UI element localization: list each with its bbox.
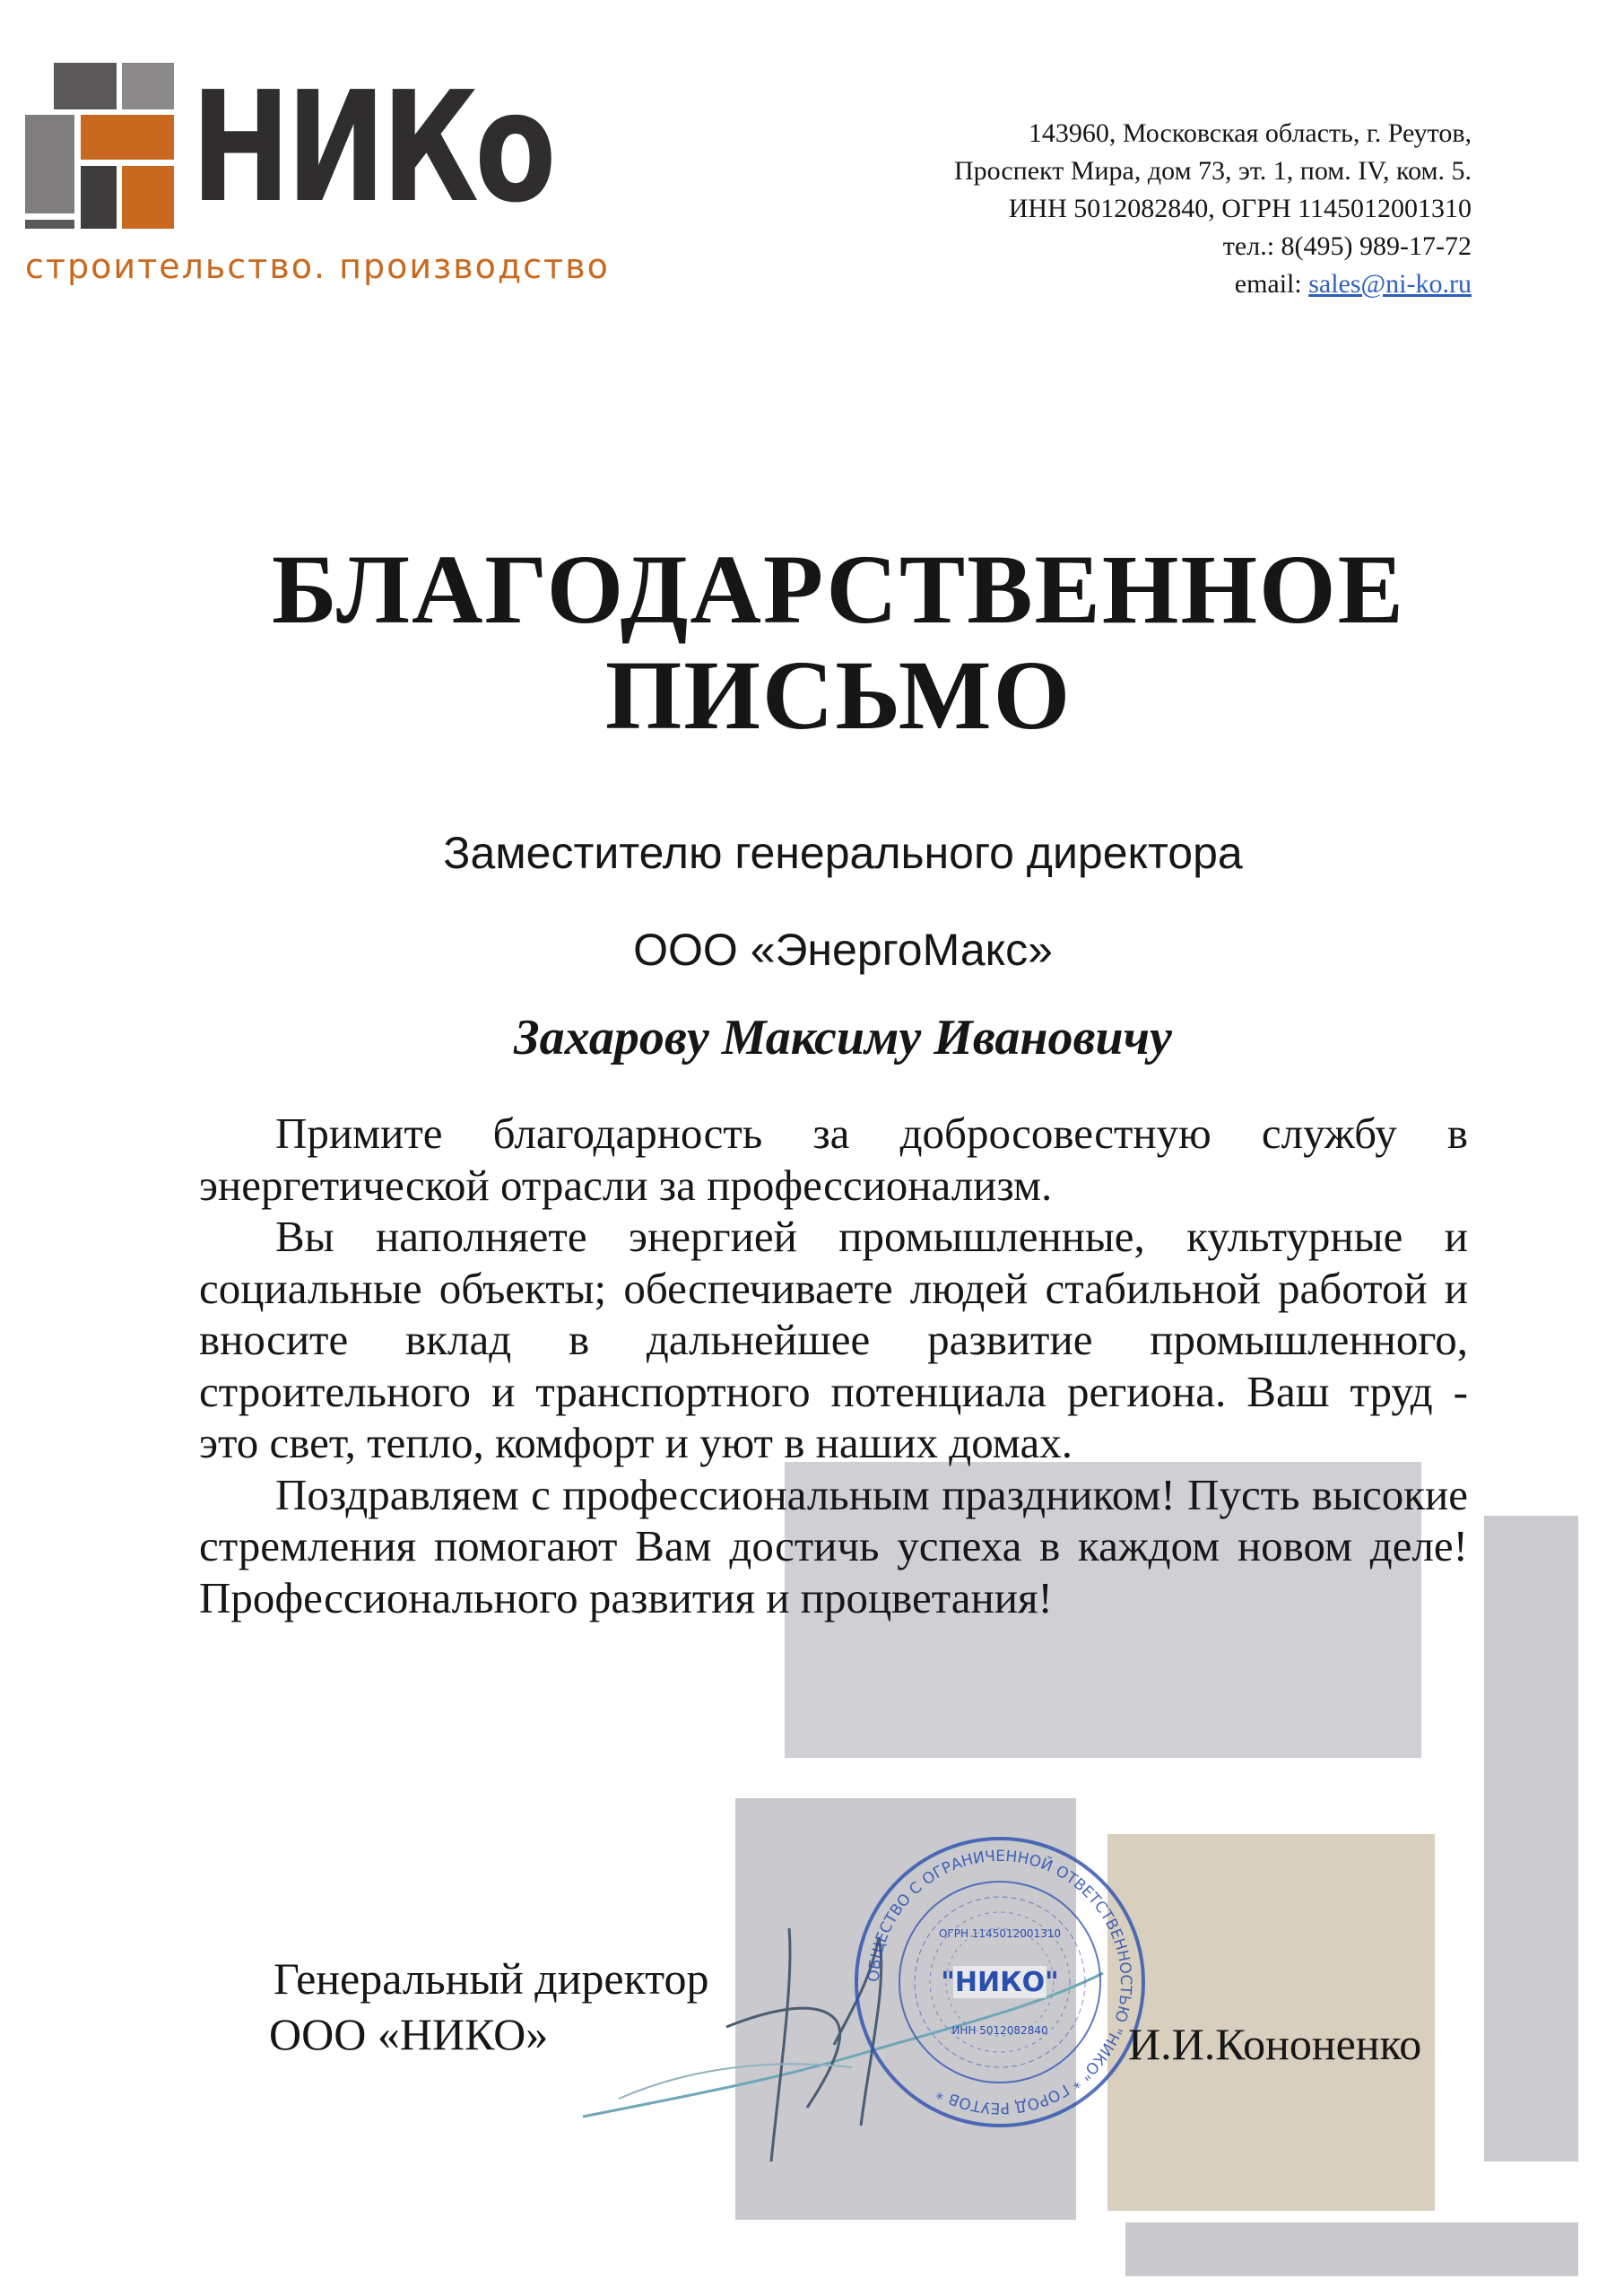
signer-name: И.И.Кононенко bbox=[1128, 2019, 1422, 2069]
company-seal-stamp bbox=[847, 1830, 1152, 2135]
addressee-name: Захарову Максиму Ивановичу bbox=[514, 1010, 1172, 1065]
contact-block bbox=[736, 115, 1472, 303]
body-paragraph-1: Примите благодарность за добросовестную службу в энергетической отрасли за профессионализм. bbox=[199, 1109, 1468, 1210]
title-line-1: БЛАГОДАРСТВЕННОЕ bbox=[272, 535, 1405, 644]
letter-body bbox=[199, 1108, 1468, 1623]
logo-square-7 bbox=[25, 220, 74, 229]
body-paragraph-3: Поздравляем с профессиональным праздником! Пусть высокие стремления помогают Вам достичь успеха в каждом новом деле! Профессионального развития и процветания! bbox=[199, 1469, 1468, 1622]
addressee-company: ООО «ЭнергоМакс» bbox=[633, 925, 1053, 975]
seal-ogrn: ОГРН 1145012001310 bbox=[938, 1927, 1062, 1940]
logo-square-1 bbox=[54, 63, 117, 109]
logo-wordmark: НИКо bbox=[191, 59, 552, 237]
seal-inn: ИНН 5012082840 bbox=[951, 2024, 1048, 2037]
address-line-2: Проспект Мира, дом 73, эт. 1, пом. IV, ком. 5. bbox=[953, 156, 1472, 186]
document-title bbox=[0, 536, 1624, 748]
body-paragraph-2: Вы наполняете энергией промышленные, культурные и социальные объекты; обеспечиваете людей стабильной работой и вносите вклад в дальнейшее развитие промышленного, строительного и транспортного потенциала региона. Ваш труд - это свет, тепло, комфорт и уют в наших домах. bbox=[199, 1212, 1468, 1467]
address-line-1: 143960, Московская область, г. Реутов, bbox=[1028, 118, 1472, 148]
logo-square-2 bbox=[122, 63, 174, 109]
email-link[interactable]: sales@ni-ko.ru bbox=[1308, 269, 1472, 299]
logo-square-5 bbox=[81, 166, 117, 229]
seal-center-text: "НИКО" bbox=[941, 1967, 1059, 1998]
company-logo bbox=[25, 59, 610, 296]
registration-line: ИНН 5012082840, ОГРН 1145012001310 bbox=[1008, 194, 1472, 223]
logo-square-4 bbox=[81, 115, 174, 160]
phone-line: тел.: 8(495) 989-17-72 bbox=[1222, 231, 1472, 261]
title-line-2: ПИСЬМО bbox=[604, 640, 1073, 750]
signatory-role: Генеральный директор bbox=[274, 1953, 709, 2004]
signatory-company: ООО «НИКО» bbox=[269, 2009, 549, 2059]
decor-block-gray-bottom bbox=[1125, 2222, 1578, 2276]
addressee-position: Заместителю генерального директора bbox=[443, 828, 1243, 878]
email-line bbox=[736, 265, 1472, 303]
logo-square-3 bbox=[25, 115, 74, 213]
decor-block-gray-right bbox=[1484, 1516, 1578, 2161]
email-label: email: bbox=[1234, 269, 1309, 299]
logo-square-6 bbox=[122, 166, 174, 229]
logo-tagline: строительство. производство bbox=[25, 247, 610, 286]
seal-ring-text: ОБЩЕСТВО С ОГРАНИЧЕННОЙ ОТВЕТСТВЕННОСТЬЮ "НИКО" * ГОРОД РЕУТОВ * bbox=[864, 1847, 1135, 2118]
